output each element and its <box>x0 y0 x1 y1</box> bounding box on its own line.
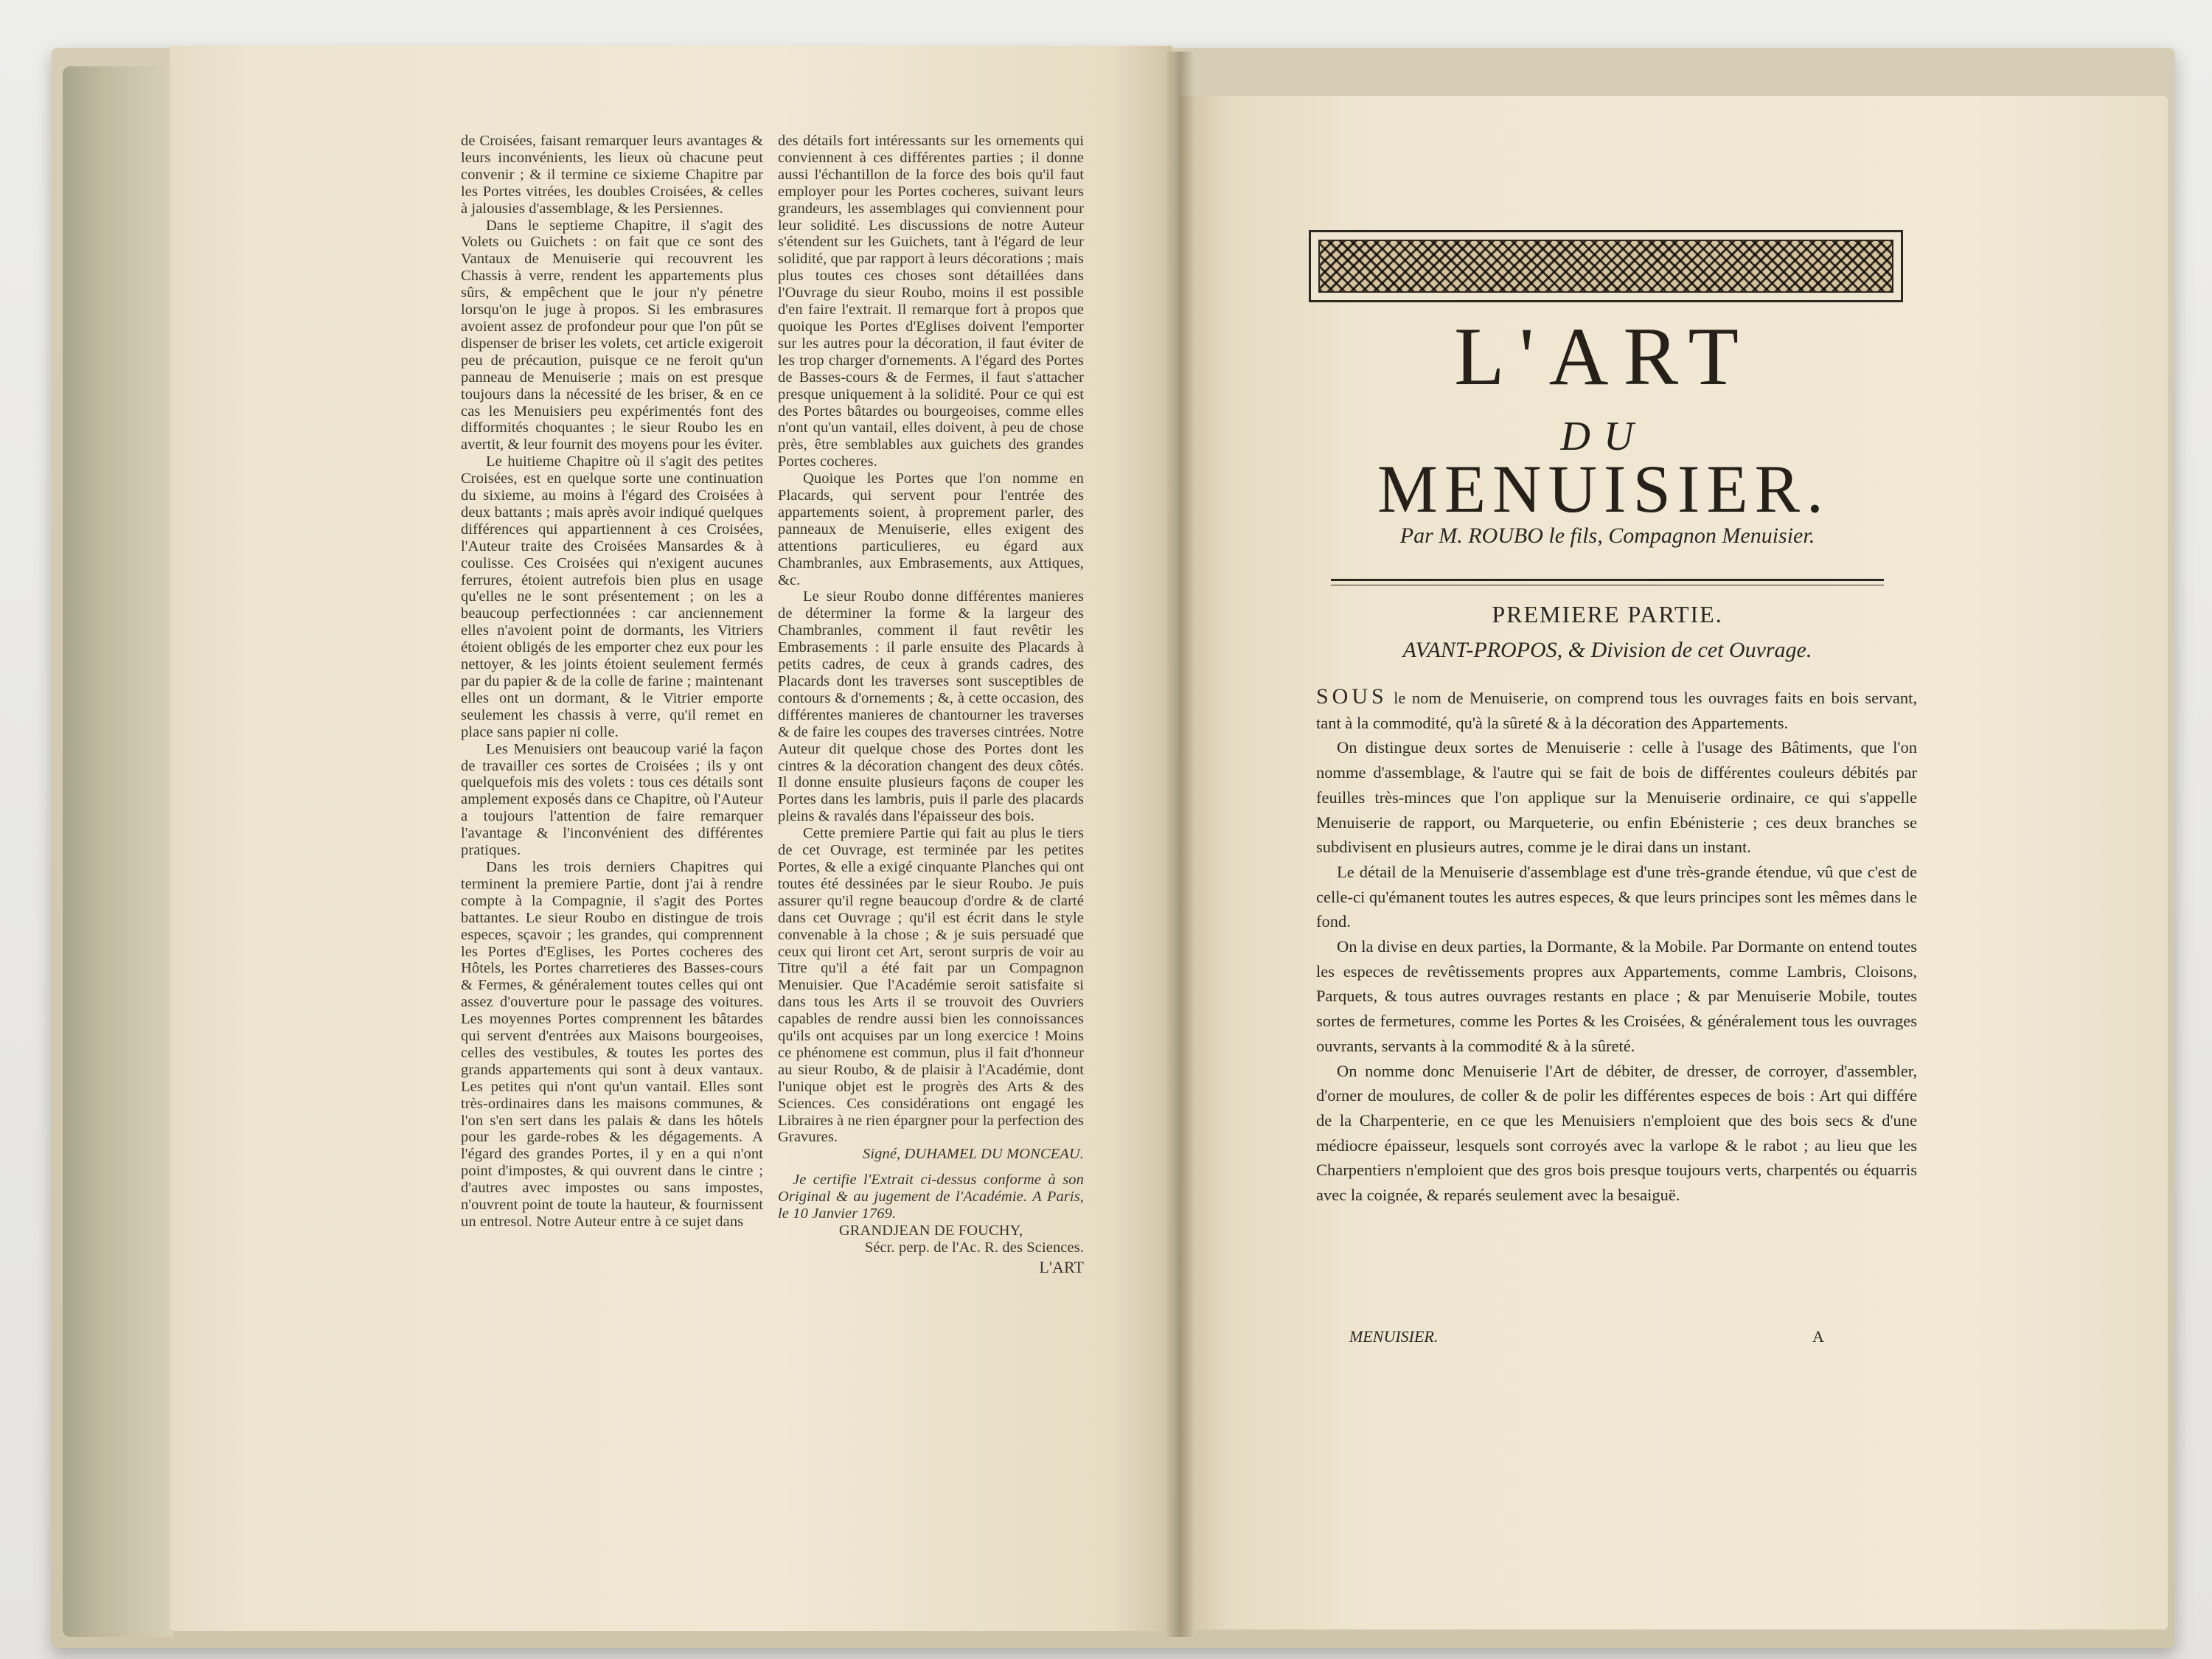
paragraph-text: le nom de Menuiserie, on comprend tous les ouvrages faits en bois servant, tant à la commodité, qu'à la sûreté & à la décoration des Appartements. <box>1316 689 1917 732</box>
signature-grandjean: GRANDJEAN DE FOUCHY, <box>838 1222 1023 1239</box>
paragraph: On nomme donc Menuiserie l'Art de débiter, de dresser, de corroyer, d'assembler, d'orner de moulures, de coller & de polir les différentes especes de bois : Art qui différe de la Charpenterie, en ce que les Menuisiers n'emploient que des bois secs & d'une médiocre épaisseur, lesquels sont corroyés avec la varlope & le rabot ; au lieu que les Charpentiers n'emploient que des gros bois presque toujours verts, charpentés ou équarris avec la coignée, & reparés seulement avec la besaiguë. <box>1316 1061 1917 1205</box>
title-line-1: L'ART <box>1454 311 1753 403</box>
drop-cap: SOUS <box>1316 684 1388 709</box>
paragraph: Quoique les Portes que l'on nomme en Placards, qui servent pour l'entrée des appartements soient, à proprement parler, des panneaux de Menuiserie, elles exigent des attentions particulieres, eu égard aux Chambranles, aux Embrasements, aux Attiques, &c. <box>778 470 1084 588</box>
part-title: PREMIERE PARTIE. <box>1492 601 1723 627</box>
paragraph: Dans le septieme Chapitre, il s'agit des Volets ou Guichets : on fait que ce sont des Vantaux de Menuiserie qui recouvrent les Chassis à verre, rendent les appartements plus sûrs, & empêchent que le jour n'y pénetre lorsqu'on le juge à propos. Si les embrasures avoient assez de profondeur pour que l'on pût se dispenser de briser les volets, cet article exigeroit peu de précaution, puisque ce ne feroit qu'un panneau de Menuiserie ; mais on est presque toujours dans la nécessité de les briser, & en ce cas les Menuisiers peu expérimentés font des difformités choquantes ; le sieur Roubo les en avertit, & leur fournit des moyens pour les éviter. <box>461 217 763 453</box>
book-gutter <box>1165 52 1194 1637</box>
signature-role: Sécr. perp. de l'Ac. R. des Sciences. <box>864 1239 1084 1256</box>
title-line-2: DU <box>1560 414 1647 459</box>
paragraph: Dans les trois derniers Chapitres qui terminent la premiere Partie, dont j'ai à rendre compte à la Compagnie, il s'agit des Portes battantes. Le sieur Roubo en distingue de trois especes, sçavoir ; les grandes, qui comprennent les Portes d'Eglises, les Portes cocheres des Hôtels, les Portes charretieres des Basses-cours & Fermes, & généralement toutes celles qui ont assez d'ouverture pour le passage des voitures. Les moyennes Portes comprennent les bâtardes qui servent d'entrées aux Maisons bourgeoises, celles des vestibules, & toutes les portes des grands appartements qui sont à deux vantaux. Les petites qui n'ont qu'un vantail. Elles sont très-ordinaires dans les maisons communes, & l'on s'en sert dans les palais & dans les hôtels pour les garde-robes & les dégagements. A l'égard des grandes Portes, il y en a qui n'ont point d'impostes, & qui ouvrent dans le cintre ; d'autres avec impostes ou sans impostes, n'ouvrent point de toute la hauteur, & fournissent un entresol. Notre Auteur entre à ce sujet dans <box>461 858 763 1230</box>
catchword: L'ART <box>1039 1257 1084 1276</box>
paragraph: Les Menuisiers ont beaucoup varié la façon de travailler ces sortes de Croisées ; ils y ont quelquefois mis des volets : tous ces détails sont amplement exposés dans ce Chapitre, où l'Auteur a toujours l'attention de faire remarquer l'avantage & l'inconvénient des différentes pratiques. <box>461 740 763 859</box>
signature-mark: A <box>1812 1327 1824 1346</box>
paragraph: On la divise en deux parties, la Dormante, & la Mobile. Par Dormante on entend toutes les especes de revêtissements propres aux Appartements, comme Lambris, Cloisons, Parquets, & tous autres ouvrages restants en place ; & par Menuiserie Mobile, toutes sortes de fermetures, comme les Portes & les Croisées, & généralement tous les ouvrages ouvrants, servants à la commodité & à la sûreté. <box>1316 937 1917 1055</box>
divider-rule <box>1331 579 1884 581</box>
signature-duhamel: Signé, DUHAMEL DU MONCEAU. <box>862 1146 1084 1163</box>
left-page-column-1 <box>461 133 763 1231</box>
decorative-header-band <box>1309 230 1903 302</box>
paragraph: Cette premiere Partie qui fait au plus le tiers de cet Ouvrage, est terminée par les petites Portes, & elle a exigé cinquante Planches qui ont toutes été dessinées par le sieur Roubo. Je puis assurer qu'il regne beaucoup d'ordre & de clarté dans cet Ouvrage ; qu'il est écrit dans le style convenable à la chose ; & je suis persuadé que ceux qui liront cet Art, seront surpris de voir au Titre qu'il a été fait par un Compagnon Menuisier. Que l'Académie seroit satisfaite si dans tous les Arts il se trouvoit des Ouvriers capables de rendre aussi bien les connoissances qu'ils ont acquises par un long exercice ! Moins ce phénomene est commun, plus il fait d'honneur au sieur Roubo, & de plaisir à l'Académie, dont l'unique objet est le progrès des Arts & des Sciences. Ces considérations ont engagé les Libraires à ne rien épargner pour la perfection des Gravures. <box>778 825 1084 1146</box>
title-line-3: MENUISIER. <box>1377 451 1830 526</box>
left-page-column-2 <box>778 133 1084 1276</box>
ornament-pattern <box>1318 240 1893 293</box>
certification-note: Je certifie l'Extrait ci-dessus conforme à son Original & au jugement de l'Académie. A Paris, le 10 Janvier 1769. <box>778 1172 1084 1222</box>
paragraph: de Croisées, faisant remarquer leurs avantages & leurs inconvénients, les lieux où chacune peut convenir ; & il termine ce sixieme Chapitre par les Portes vitrées, les doubles Croisées, & celles à jalousies d'assemblage, & les Persiennes. <box>461 133 763 217</box>
author-byline: Par M. ROUBO le fils, Compagnon Menuisier. <box>1399 524 1815 548</box>
paragraph: On distingue deux sortes de Menuiserie : celle à l'usage des Bâtiments, que l'on nomme d'assemblage, & l'autre qui se fait de bois de différentes couleurs débités par feuilles très-minces que l'on applique sur la Menuiserie ordinaire, ce qui s'appelle Menuiserie de rapport, ou Marqueterie, ou enfin Ebénisterie ; ces deux branches se subdivisent en plusieurs autres, comme je le dirai dans un instant. <box>1316 738 1917 857</box>
paragraph: Le huitieme Chapitre où il s'agit des petites Croisées, est en quelque sorte une continuation du sixieme, au moins à l'égard des Croisées à deux battants ; mais après avoir indiqué quelques différences qui appartiennent à ces Croisées, l'Auteur traite des Croisées Mansardes & à coulisse. Ces Croisées qui n'exigent aucunes ferrures, étoient autrefois bien plus en usage qu'elles ne le sont présentement ; on les a beaucoup perfectionnées : car anciennement elles n'avoient point de dormants, les Vitriers étoient obligés de les emporter chez eux pour les nettoyer, & les joints étoient seulement fermés par du papier & de la colle de farine ; maintenant elles ont un dormant, & le Vitrier emporte seulement les chassis à verre, qu'il remet en place sans papier ni colle. <box>461 453 763 740</box>
paragraph: Le détail de la Menuiserie d'assemblage est d'une très-grande étendue, vû que c'est de celle-ci qu'émanent toutes les autres especes, & que leurs principes sont les mêmes dans le fond. <box>1316 862 1917 931</box>
part-subtitle: AVANT-PROPOS, & Division de cet Ouvrage. <box>1402 638 1812 662</box>
paragraph: Le sieur Roubo donne différentes manieres de déterminer la forme & la largeur des Chambranles, comment il faut revêtir les Embrasements : il parle ensuite des Placards à petits cadres, de ceux à grands cadres, des Placards dont les traverses sont susceptibles de contours & d'ornements ; &, à cette occasion, des différentes manieres de chantourner les traverses & de faire les coupes des traverses cintrées. Notre Auteur dit quelque chose des Portes dont les cintres & la décoration changent des deux côtés. Il donne ensuite plusieurs façons de couper les Portes dans les lambris, puis il parle des placards pleins & ravalés dans l'épaisseur des bois. <box>778 588 1084 825</box>
right-page-body <box>1316 684 1917 1208</box>
paragraph <box>1316 684 1917 735</box>
running-footer: MENUISIER. <box>1349 1327 1439 1346</box>
paragraph: des détails fort intéressants sur les ornements qui conviennent à ces différentes parties ; il donne aussi l'échantillon de la force des bois qu'il faut employer pour les Portes cocheres, suivant leurs grandeurs, les assemblages qui conviennent pour leur solidité. Les discussions de notre Auteur s'étendent sur les Guichets, tant à l'égard de leur solidité, que par rapport à leurs décorations ; mais plus toutes ces choses sont détaillées dans l'Ouvrage du sieur Roubo, moins il est possible d'en faire l'extrait. Il remarque fort à propos que quoique les Portes d'Eglises doivent l'emporter sur les autres pour la décoration, il faut éviter de les trop charger d'ornements. A l'égard des Portes de Basses-cours & de Fermes, il faut s'attacher presque uniquement à la solidité. Pour ce qui est des Portes bâtardes ou bourgeoises, comme elles n'ont qu'un vantail, elles doivent, à peu de chose près, être semblables aux guichets des grandes Portes cocheres. <box>778 133 1084 470</box>
book-spine <box>63 66 173 1637</box>
